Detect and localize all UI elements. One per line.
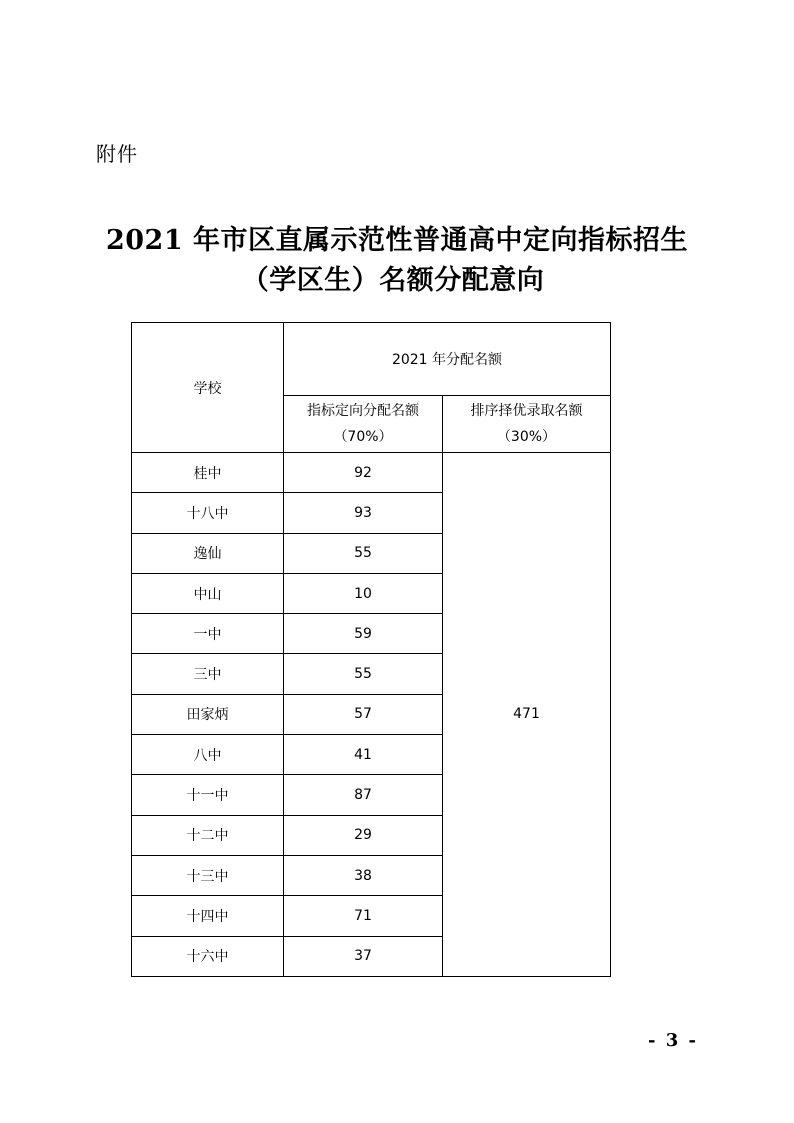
- quota-cell: 55: [284, 654, 443, 694]
- school-cell: 一中: [132, 614, 284, 654]
- header-group: 2021 年分配名额: [284, 323, 611, 396]
- school-cell: 十四中: [132, 896, 284, 936]
- school-cell: 桂中: [132, 453, 284, 493]
- school-cell: 逸仙: [132, 533, 284, 573]
- header-merit: [443, 396, 611, 453]
- header-quota-label: 指标定向分配名额: [307, 403, 419, 419]
- school-cell: 中山: [132, 573, 284, 613]
- quota-cell: 92: [284, 453, 443, 493]
- school-cell: 十六中: [132, 936, 284, 976]
- quota-cell: 38: [284, 855, 443, 895]
- merit-total-cell: 471: [443, 453, 611, 977]
- school-cell: 十三中: [132, 855, 284, 895]
- header-quota: [284, 396, 443, 453]
- table-row: [132, 453, 611, 493]
- document-title-line-1: 2021 年市区直属示范性普通高中定向指标招生: [105, 225, 689, 256]
- quota-cell: 93: [284, 493, 443, 533]
- quota-cell: 41: [284, 735, 443, 775]
- quota-cell: 29: [284, 815, 443, 855]
- quota-cell: 87: [284, 775, 443, 815]
- page-number: - 3 -: [648, 1030, 698, 1051]
- school-cell: 三中: [132, 654, 284, 694]
- quota-cell: 59: [284, 614, 443, 654]
- quota-cell: 37: [284, 936, 443, 976]
- attachment-label: 附件: [96, 142, 138, 166]
- school-cell: 八中: [132, 735, 284, 775]
- header-quota-pct: （70%）: [333, 429, 393, 445]
- quota-cell: 71: [284, 896, 443, 936]
- document-title-line-2: （学区生）名额分配意向: [241, 265, 545, 296]
- school-cell: 十八中: [132, 493, 284, 533]
- quota-cell: 55: [284, 533, 443, 573]
- school-cell: 田家炳: [132, 694, 284, 734]
- quota-cell: 10: [284, 573, 443, 613]
- quota-cell: 57: [284, 694, 443, 734]
- school-cell: 十一中: [132, 775, 284, 815]
- header-school: 学校: [132, 323, 284, 453]
- school-cell: 十二中: [132, 815, 284, 855]
- header-merit-pct: （30%）: [496, 429, 557, 445]
- quota-table: [131, 322, 611, 977]
- header-merit-label: 排序择优录取名额: [470, 403, 583, 419]
